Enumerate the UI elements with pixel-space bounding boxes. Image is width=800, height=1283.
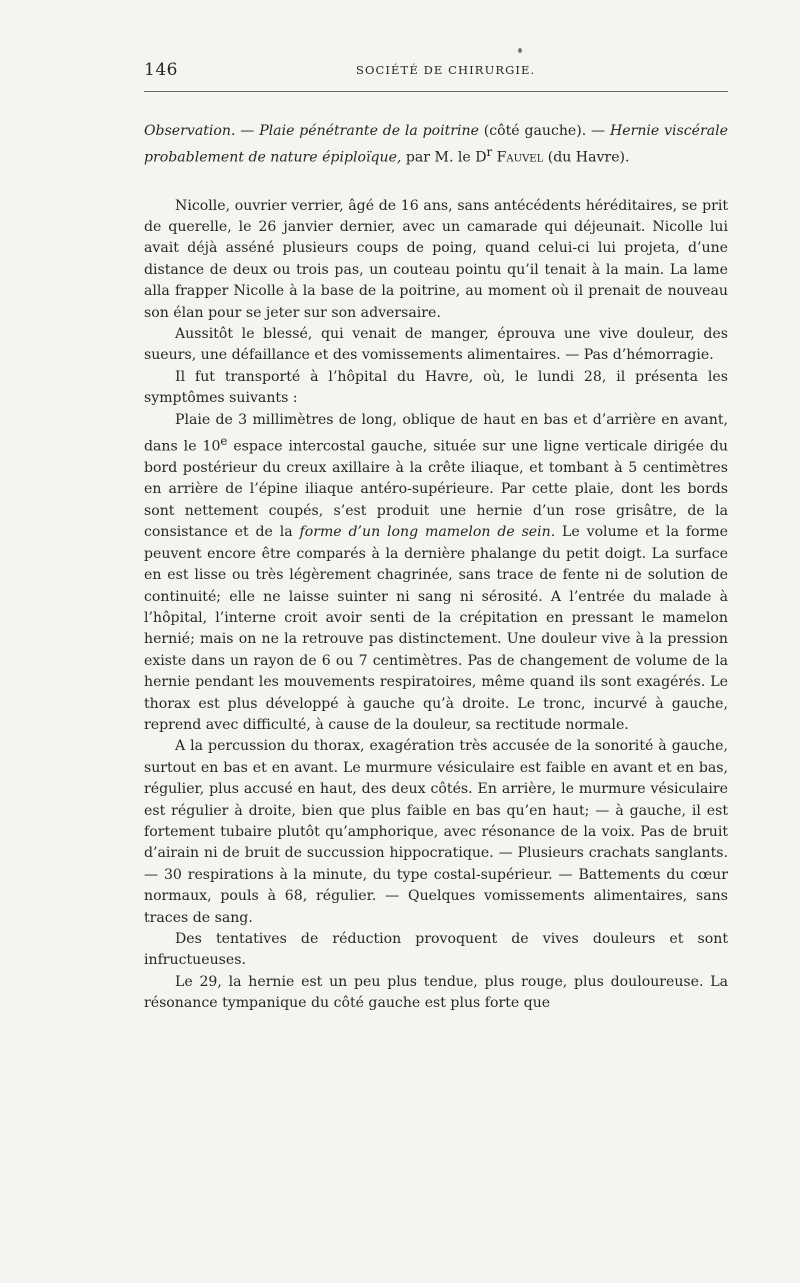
observation-heading	[144, 121, 728, 170]
paragraph-text: Le volume et la forme peuvent encore être comparés à la dernière phalange du petit doigt. La surface en est lisse ou très légèrement chagrinée, sans trace de fente ni de solution de continuité; elle ne laisse suinter ni sang ni sérosité. A l’entrée du malade à l’hôpital, l’interne croit avoir senti de la crépitation en pressant le mamelon hernié; mais on ne la retrouve pas distinctement. Une douleur vive à la pression existe dans un rayon de 6 ou 7 centimètres. Pas de changement de volume de la hernie pendant les mouvements respiratoires, même quand ils sont exagérés. Le thorax est plus développé à gauche qu’à droite. Le tronc, incurvé à gauche, reprend avec difficulté, à cause de la douleur, sa rectitude normale.	[144, 524, 728, 733]
paragraph: Le 29, la hernie est un peu plus tendue, plus rouge, plus douloureuse. La résonance tympanique du côté gauche est plus forte que	[144, 973, 728, 1012]
page-number: 146	[144, 60, 178, 80]
page-header	[144, 60, 728, 84]
observation-subject-2: Hernie viscérale probablement de nature épiploïque,	[144, 123, 728, 167]
italic-phrase: forme d’un long mamelon de sein.	[299, 524, 556, 541]
author-title-sup: r	[486, 145, 493, 160]
heading-dash: —	[235, 123, 260, 139]
paragraph: Il fut transporté à l’hôpital du Havre, où, le lundi 28, il présenta les symptômes suivants :	[144, 368, 728, 407]
paragraph: Nicolle, ouvrier verrier, âgé de 16 ans, sans antécédents héréditaires, se prit de querelle, le 26 janvier dernier, avec un camarade qui déjeunait. Nicolle lui avait déjà asséné plusieurs coups de poing, quand celui-ci lui projeta, d’une distance de deux ou trois pas, un couteau pointu qu’il tenait à la main. La lame alla frapper Nicolle à la base de la poitrine, au moment où il prenait de nouveau son élan pour se jeter sur son adversaire.	[144, 197, 728, 321]
paragraph: Aussitôt le blessé, qui venait de manger, éprouva une vive douleur, des sueurs, une défaillance et des vomissements alimentaires. — Pas d’hémorragie.	[144, 325, 728, 364]
observation-side: (côté gauche). —	[478, 123, 610, 139]
observation-label: Observation.	[144, 123, 236, 139]
ink-speck	[518, 48, 522, 53]
paragraph-text: espace intercostal gauche, située sur une ligne verticale dirigée du bord postérieur du creux axillaire à la crête iliaque, et tombant à 5 centimètres en arrière de l’épine iliaque antéro-supérieure. Par cette plaie, dont les bords sont nettement coupés, s’est produit une hernie d’un rose grisâtre, de la consistance et de la	[144, 438, 728, 541]
author-by: par M. le D	[401, 150, 487, 167]
paragraph: A la percussion du thorax, exagération très accusée de la sonorité à gauche, surtout en bas et en avant. Le murmure vésiculaire est faible en avant et en bas, régulier, plus accusé en haut, des deux côtés. En arrière, le murmure vésiculaire est régulier à droite, bien que plus faible en bas qu’en haut; — à gauche, il est fortement tubaire plutôt qu’amphorique, avec résonance de la voix. Pas de bruit d’airain ni de bruit de succussion hippocratique. — Plusieurs crachats sanglants. — 30 respirations à la minute, du type costal-supérieur. — Battements du cœur normaux, pouls à 68, régulier. — Quelques vomissements alimentaires, sans traces de sang.	[144, 738, 728, 926]
paragraph	[144, 410, 728, 737]
author-name: Fauvel	[496, 150, 544, 167]
header-rule	[144, 91, 728, 92]
ordinal-sup: e	[220, 433, 228, 448]
article-body	[144, 121, 728, 1015]
running-title: SOCIÉTÉ DE CHIRURGIE.	[356, 63, 536, 77]
observation-subject: Plaie pénétrante de la poitrine	[259, 123, 479, 139]
author-place: (du Havre).	[543, 150, 630, 167]
paragraph-text: Plaie de 3 millimètres de long, oblique de haut en bas et d’arrière en avant, dans le 10	[144, 411, 728, 455]
paragraph: Des tentatives de réduction provoquent de vives douleurs et sont infructueuses.	[144, 931, 728, 969]
